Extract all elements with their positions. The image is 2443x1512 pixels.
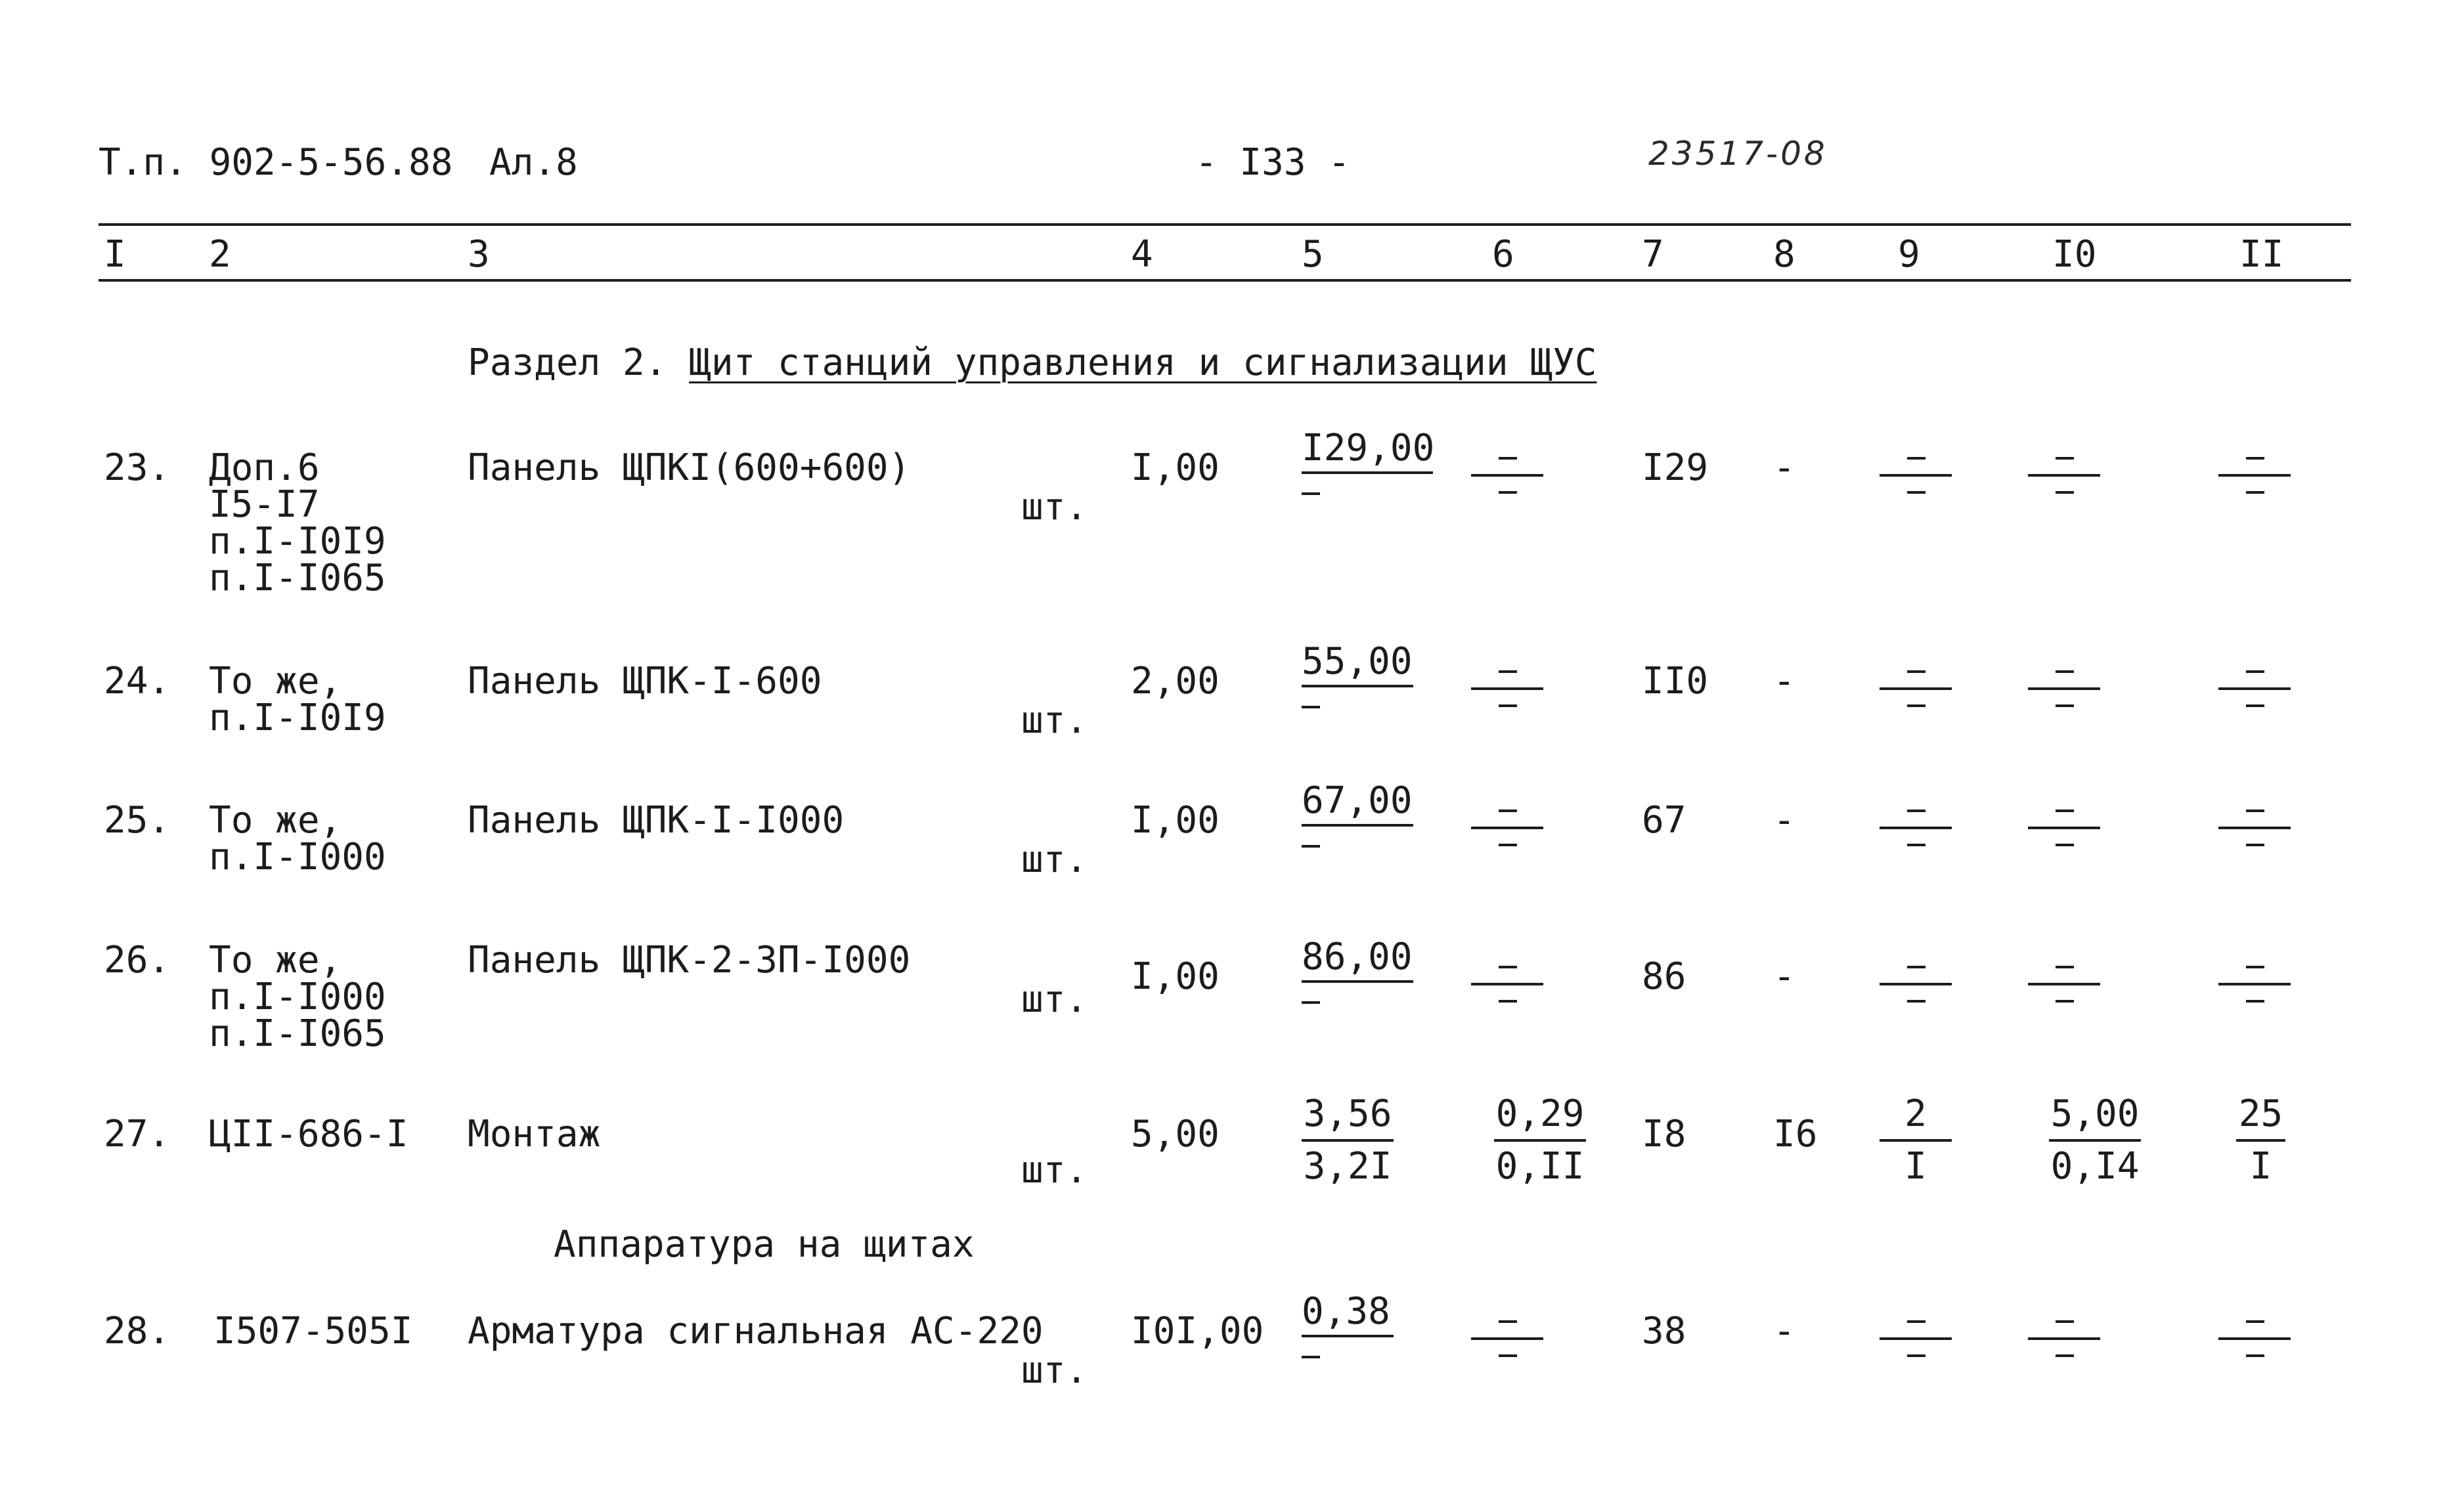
col11-fraction [2236,1093,2285,1188]
fraction-bar [1880,1139,1952,1142]
fraction-denominator: I [1904,1145,1927,1188]
row-number: 27. [104,1113,171,1156]
document-reference: Т.п. 902-5-56.88 [99,141,453,184]
col5-bottom-dash [1302,1001,1320,1004]
row-col7: I8 [1642,1113,1686,1156]
row-col7: 86 [1642,955,1686,998]
row-unit: шт. [1021,838,1088,881]
row-name: Панель ЩПКI(600+600) [468,446,911,489]
row-name: Арматура сигнальная АС-220 [468,1310,1044,1352]
row-quantity: 5,00 [1131,1113,1220,1156]
col-header-4: 4 [1131,233,1153,276]
fraction-bar [2236,1139,2285,1142]
row-col7: 38 [1642,1310,1686,1352]
row-number: 28. [104,1310,171,1352]
row-col5-top: 0,38 [1302,1290,1390,1333]
row-col8: - [1773,446,1795,489]
code-line: п.I-I0I9 [209,697,386,739]
row-number: 24. [104,660,171,702]
col10-empty-fraction [2028,1311,2100,1364]
fraction-numerator: 0,29 [1495,1092,1585,1135]
col5-fraction-bar [1302,824,1413,827]
row-quantity: I,00 [1131,446,1220,489]
col10-empty-fraction [2028,661,2100,714]
col9-empty-fraction [1880,661,1952,714]
col5-fraction-bar [1302,980,1413,983]
code-line: п.I-I0I9 [209,520,386,563]
col9-empty-fraction [1880,448,1952,500]
code-line: I507-505I [213,1310,413,1352]
handwritten-code: 23517-08 [1648,135,1828,173]
header-top-rule [99,223,2351,226]
code-line: I5-I7 [209,483,320,526]
col6-empty-fraction [1471,448,1543,500]
col10-fraction [2049,1093,2141,1188]
col10-empty-fraction [2028,957,2100,1009]
row-name: Панель ЩПК-I-I000 [468,799,845,842]
code-line: То же, [209,939,342,982]
col10-empty-fraction [2028,448,2100,500]
header-bottom-rule [99,279,2351,282]
fraction-numerator: 5,00 [2050,1092,2140,1135]
col-header-6: 6 [1492,233,1514,276]
subsection-heading: Аппаратура на щитах [554,1223,975,1266]
code-line: То же, [209,799,342,842]
row-quantity: I,00 [1131,799,1220,842]
col6-empty-fraction [1471,661,1543,714]
col5-bottom-dash [1302,492,1320,495]
row-col8: - [1773,799,1795,842]
row-col7: 67 [1642,799,1686,842]
row-code [209,660,386,739]
row-unit: шт. [1021,1149,1088,1192]
col-header-7: 7 [1642,233,1664,276]
col9-empty-fraction [1880,1311,1952,1364]
code-line: п.I-I065 [209,1012,386,1055]
row-col5-top: 67,00 [1302,779,1413,822]
fraction-bar [2049,1139,2141,1142]
row-name: Панель ЩПК-2-3П-I000 [468,939,911,982]
col5-bottom-dash [1302,845,1320,848]
code-line: п.I-I000 [209,836,386,878]
fraction-denominator: 0,II [1495,1145,1585,1188]
fraction-bar [1302,1139,1394,1142]
col-header-5: 5 [1302,233,1324,276]
fraction-numerator: 25 [2238,1092,2283,1135]
col5-fraction-bar [1302,471,1433,474]
col-header-9: 9 [1898,233,1920,276]
col-header-3: 3 [468,233,490,276]
fraction-bar [1494,1139,1586,1142]
code-line: ЦII-686-I [209,1113,408,1156]
row-quantity: I,00 [1131,955,1220,998]
col10-empty-fraction [2028,800,2100,853]
row-col7: II0 [1642,660,1709,702]
col5-fraction-bar [1302,1335,1394,1337]
fraction-numerator: 2 [1904,1092,1927,1135]
fraction-denominator: 3,2I [1303,1145,1392,1188]
col11-empty-fraction [2218,957,2291,1009]
col-header-10: I0 [2052,233,2097,276]
row-col7: I29 [1642,446,1709,489]
col5-fraction [1302,1093,1394,1188]
col-header-2: 2 [209,233,231,276]
row-code [209,939,386,1055]
col5-bottom-dash [1302,706,1320,708]
row-unit: шт. [1021,1349,1088,1392]
row-col8: - [1773,955,1795,998]
row-code [209,446,386,599]
col-header-8: 8 [1773,233,1795,276]
row-col5-top: I29,00 [1302,427,1435,469]
col-header-1: I [104,233,126,276]
row-number: 23. [104,446,171,489]
col11-empty-fraction [2218,800,2291,853]
col9-fraction [1880,1093,1952,1188]
col11-empty-fraction [2218,1311,2291,1364]
section-prefix: Раздел 2. [468,341,667,384]
col6-fraction [1494,1093,1586,1188]
code-line: п.I-I000 [209,976,386,1018]
row-code [209,799,386,878]
row-quantity: I0I,00 [1131,1310,1264,1352]
section-heading [468,341,1597,384]
row-name: Монтаж [468,1113,601,1156]
col6-empty-fraction [1471,1311,1543,1364]
section-title: Щит станций управления и сигнализации ЩУС [689,341,1597,384]
fraction-denominator: 0,I4 [2050,1145,2140,1188]
fraction-numerator: 3,56 [1303,1092,1392,1135]
col6-empty-fraction [1471,800,1543,853]
album-number: Ал.8 [489,141,578,184]
row-unit: шт. [1021,486,1088,529]
row-col8: I6 [1773,1113,1818,1156]
col9-empty-fraction [1880,800,1952,853]
col5-fraction-bar [1302,685,1413,687]
col11-empty-fraction [2218,448,2291,500]
col6-empty-fraction [1471,957,1543,1009]
code-line: п.I-I065 [209,557,386,599]
code-line: То же, [209,660,342,702]
col5-bottom-dash [1302,1356,1320,1358]
code-line: Доп.6 [209,446,320,489]
row-col5-top: 86,00 [1302,936,1413,978]
fraction-denominator: I [2249,1145,2272,1188]
row-code [209,1113,408,1156]
col11-empty-fraction [2218,661,2291,714]
row-quantity: 2,00 [1131,660,1220,702]
row-unit: шт. [1021,978,1088,1021]
col9-empty-fraction [1880,957,1952,1009]
row-number: 26. [104,939,171,982]
row-number: 25. [104,799,171,842]
row-unit: шт. [1021,699,1088,742]
row-name: Панель ЩПК-I-600 [468,660,822,702]
row-col8: - [1773,1310,1795,1352]
page-number: - I33 - [1195,141,1351,184]
row-col8: - [1773,660,1795,702]
row-col5-top: 55,00 [1302,640,1413,683]
row-code [213,1310,413,1352]
col-header-11: II [2239,233,2284,276]
